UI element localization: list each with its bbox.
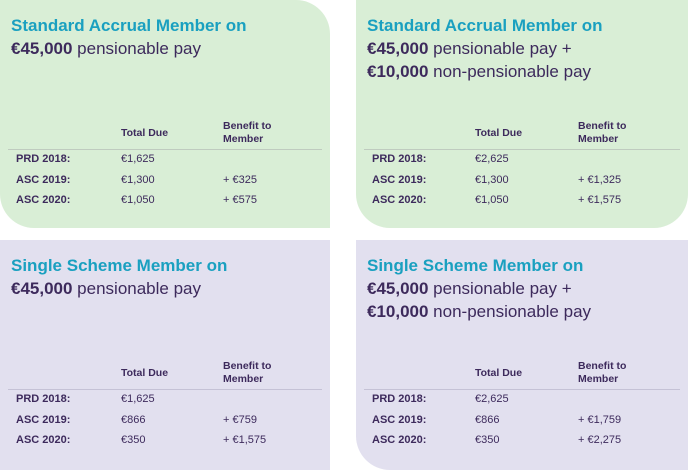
pay-type: pensionable pay + bbox=[428, 39, 572, 58]
card-title-line2 bbox=[367, 37, 603, 60]
card-title-line3 bbox=[367, 300, 591, 323]
non-pensionable-amount: €10,000 bbox=[367, 302, 429, 321]
header-total-due: Total Due bbox=[121, 127, 169, 139]
table-row: ASC 2020: €350 + €2,275 bbox=[372, 434, 622, 446]
pay-amount: €45,000 bbox=[367, 39, 429, 58]
header-benefit: Benefit to Member bbox=[223, 360, 272, 385]
card-standard-accrual-45k bbox=[0, 0, 330, 228]
table-row: PRD 2018: €1,625 bbox=[16, 393, 155, 405]
card-title bbox=[11, 14, 247, 60]
pay-amount: €45,000 bbox=[367, 279, 429, 298]
card-title-line1: Single Scheme Member on bbox=[11, 256, 228, 275]
card-title-line2 bbox=[11, 277, 227, 300]
header-benefit: Benefit to Member bbox=[578, 360, 627, 385]
card-title-line1: Standard Accrual Member on bbox=[367, 16, 603, 35]
table-row: ASC 2020: €1,050 + €575 bbox=[16, 194, 257, 206]
card-single-scheme-45k bbox=[0, 240, 330, 470]
table-row: ASC 2020: €350 + €1,575 bbox=[16, 434, 267, 446]
non-pensionable-amount: €10,000 bbox=[367, 62, 429, 81]
card-title-line1: Single Scheme Member on bbox=[367, 256, 584, 275]
card-title-line2 bbox=[367, 277, 591, 300]
header-total-due: Total Due bbox=[475, 367, 523, 379]
table-row: ASC 2019: €866 + €1,759 bbox=[372, 414, 622, 426]
card-title bbox=[367, 254, 591, 323]
non-pensionable-type: non-pensionable pay bbox=[428, 62, 592, 81]
pay-type: pensionable pay + bbox=[428, 279, 572, 298]
divider bbox=[364, 149, 680, 150]
table-row: ASC 2019: €866 + €759 bbox=[16, 414, 257, 426]
table-row: ASC 2019: €1,300 + €325 bbox=[16, 174, 257, 186]
pay-amount: €45,000 bbox=[11, 39, 73, 58]
table-row: ASC 2019: €1,300 + €1,325 bbox=[372, 174, 622, 186]
divider bbox=[8, 149, 322, 150]
table-row: PRD 2018: €2,625 bbox=[372, 153, 509, 165]
header-benefit: Benefit to Member bbox=[223, 120, 272, 145]
card-single-scheme-45k-10k bbox=[356, 240, 688, 470]
divider bbox=[8, 389, 322, 390]
pay-type: pensionable pay bbox=[72, 279, 201, 298]
card-title-line1: Standard Accrual Member on bbox=[11, 16, 247, 35]
pay-amount: €45,000 bbox=[11, 279, 73, 298]
card-title bbox=[11, 254, 227, 300]
header-total-due: Total Due bbox=[475, 127, 523, 139]
table-row: PRD 2018: €2,625 bbox=[372, 393, 509, 405]
table-row: PRD 2018: €1,625 bbox=[16, 153, 155, 165]
card-title-line2 bbox=[11, 37, 247, 60]
pay-type: pensionable pay bbox=[72, 39, 201, 58]
card-title bbox=[367, 14, 603, 83]
table-row: ASC 2020: €1,050 + €1,575 bbox=[372, 194, 622, 206]
header-benefit: Benefit to Member bbox=[578, 120, 627, 145]
card-standard-accrual-45k-10k bbox=[356, 0, 688, 228]
non-pensionable-type: non-pensionable pay bbox=[428, 302, 592, 321]
card-title-line3 bbox=[367, 60, 603, 83]
header-total-due: Total Due bbox=[121, 367, 169, 379]
divider bbox=[364, 389, 680, 390]
